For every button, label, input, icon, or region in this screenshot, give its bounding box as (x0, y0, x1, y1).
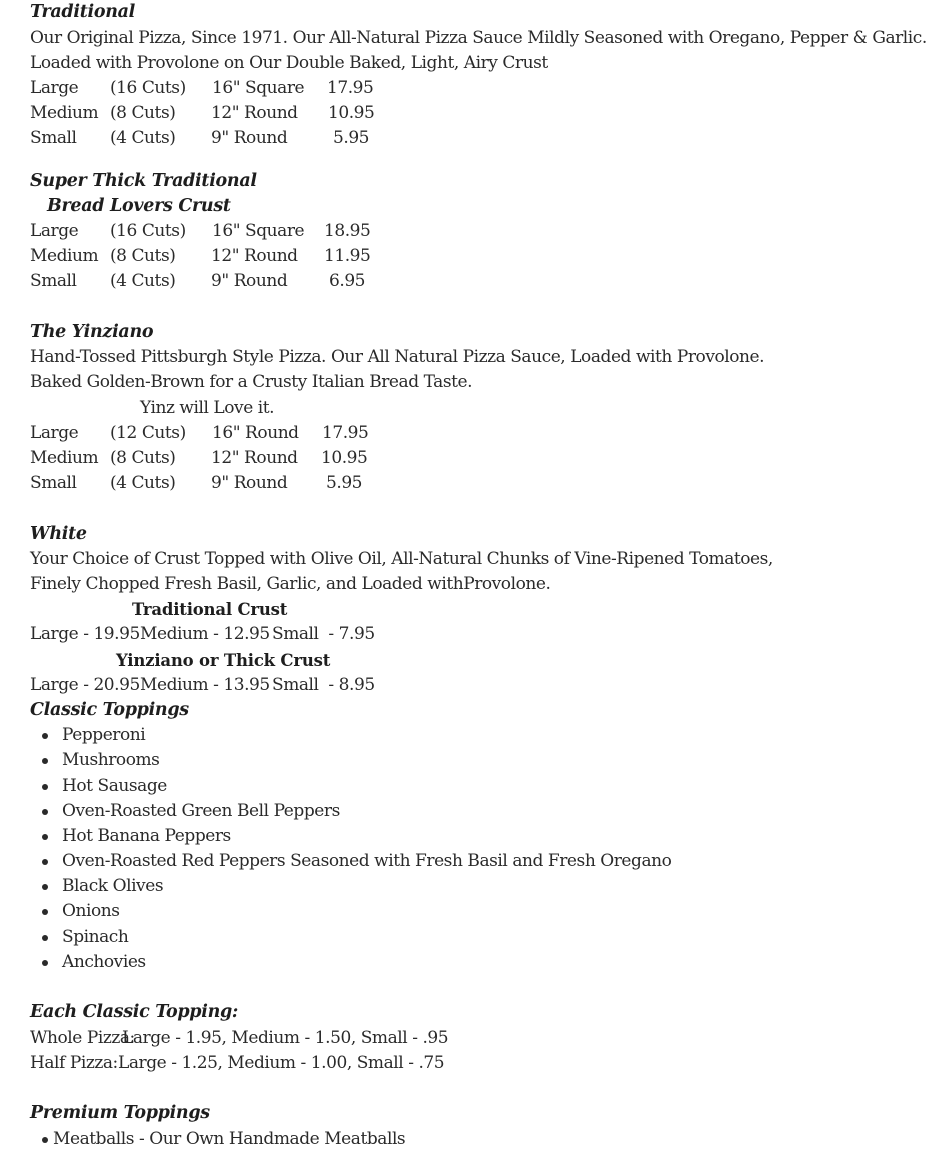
list-item: Black Olives (62, 874, 163, 899)
cuts-label: (4 Cuts) (110, 128, 176, 148)
list-item: Anchovies (62, 950, 146, 975)
list-item: Spinach (62, 925, 128, 950)
shape-label: 9" Round (211, 271, 288, 291)
price-value: 17.95 (322, 423, 369, 443)
half-pizza-prices: Large - 1.25, Medium - 1.00, Small - .75 (118, 1053, 445, 1073)
list-item: Meatballs - Our Own Handmade Meatballs (53, 1127, 405, 1152)
price-value: 6.95 (329, 271, 366, 291)
each-topping-heading: Each Classic Topping: (30, 1002, 239, 1022)
whole-pizza-prices: Large - 1.95, Medium - 1.50, Small - .95 (122, 1028, 449, 1048)
size-label: Large (30, 423, 79, 443)
cuts-label: (4 Cuts) (110, 271, 176, 291)
shape-label: 16" Square (212, 221, 305, 241)
half-pizza-label: Half Pizza: (30, 1053, 118, 1073)
yinziano-price-row (0, 421, 810, 446)
whole-pizza-label: Whole Pizza: (30, 1028, 135, 1048)
white-heading: White (30, 524, 87, 544)
classic-toppings-heading: Classic Toppings (30, 700, 189, 720)
half-pizza-topping-prices (0, 1051, 810, 1076)
large-price: Large - 19.95 (30, 624, 140, 644)
shape-label: 9" Round (211, 473, 288, 493)
cuts-label: (16 Cuts) (110, 78, 186, 98)
list-item: Pepperoni (62, 723, 145, 748)
shape-label: 9" Round (211, 128, 288, 148)
white-description-line-1: Your Choice of Crust Topped with Olive Oil, All-Natural Chunks of Vine-Ripened Tomatoes, (30, 549, 773, 569)
traditional-price-row (0, 126, 810, 151)
size-label: Medium (30, 103, 99, 123)
super-thick-heading: Super Thick Traditional (30, 171, 257, 191)
cuts-label: (8 Cuts) (110, 448, 176, 468)
large-price: Large - 20.95 (30, 675, 140, 695)
white-traditional-crust-label: Traditional Crust (132, 600, 288, 619)
price-value: 10.95 (321, 448, 368, 468)
cuts-label: (8 Cuts) (110, 246, 176, 266)
super-thick-price-row (0, 219, 810, 244)
medium-price: Medium - 12.95 (140, 624, 270, 644)
white-description-line-2: Finely Chopped Fresh Basil, Garlic, and Loaded withProvolone. (30, 574, 551, 594)
price-value: 10.95 (328, 103, 375, 123)
size-label: Medium (30, 246, 99, 266)
yinziano-description-line-2: Baked Golden-Brown for a Crusty Italian Bread Taste. (30, 372, 473, 392)
price-value: 5.95 (326, 473, 363, 493)
premium-toppings-heading: Premium Toppings (30, 1103, 210, 1123)
shape-label: 16" Round (212, 423, 299, 443)
white-thick-prices (0, 673, 810, 698)
list-item: Hot Banana Peppers (62, 824, 231, 849)
yinziano-tagline: Yinz will Love it. (140, 398, 275, 418)
traditional-price-row (0, 76, 810, 101)
super-thick-subheading: Bread Lovers Crust (47, 196, 231, 216)
yinziano-description-line-1: Hand-Tossed Pittsburgh Style Pizza. Our All Natural Pizza Sauce, Loaded with Provolone. (30, 347, 765, 367)
medium-price: Medium - 13.95 (140, 675, 270, 695)
price-value: 11.95 (324, 246, 371, 266)
price-value: 17.95 (327, 78, 374, 98)
super-thick-price-row (0, 244, 810, 269)
yinziano-price-row (0, 471, 810, 496)
list-item: Mushrooms (62, 748, 159, 773)
small-price: Small - 8.95 (272, 675, 375, 695)
shape-label: 12" Round (211, 246, 298, 266)
list-item: Oven-Roasted Green Bell Peppers (62, 799, 340, 824)
yinziano-heading: The Yinziano (30, 322, 154, 342)
size-label: Medium (30, 448, 99, 468)
shape-label: 12" Round (211, 103, 298, 123)
list-item: Hot Sausage (62, 774, 167, 799)
traditional-description-line-2: Loaded with Provolone on Our Double Baked, Light, Airy Crust (30, 53, 548, 73)
size-label: Small (30, 473, 77, 493)
price-value: 5.95 (333, 128, 370, 148)
cuts-label: (8 Cuts) (110, 103, 176, 123)
white-thick-crust-label: Yinziano or Thick Crust (116, 651, 331, 670)
shape-label: 12" Round (211, 448, 298, 468)
shape-label: 16" Square (212, 78, 305, 98)
traditional-heading: Traditional (30, 2, 136, 22)
list-item: Onions (62, 899, 120, 924)
cuts-label: (4 Cuts) (110, 473, 176, 493)
cuts-label: (12 Cuts) (110, 423, 186, 443)
small-price: Small - 7.95 (272, 624, 375, 644)
price-value: 18.95 (324, 221, 371, 241)
cuts-label: (16 Cuts) (110, 221, 186, 241)
traditional-price-row (0, 101, 810, 126)
size-label: Large (30, 221, 79, 241)
white-traditional-prices (0, 622, 810, 647)
yinziano-price-row (0, 446, 810, 471)
traditional-description-line-1: Our Original Pizza, Since 1971. Our All-Natural Pizza Sauce Mildly Seasoned with Oregano, Pepper & Garlic. (30, 28, 927, 48)
size-label: Small (30, 271, 77, 291)
whole-pizza-topping-prices (0, 1026, 810, 1051)
super-thick-price-row (0, 269, 810, 294)
size-label: Small (30, 128, 77, 148)
size-label: Large (30, 78, 79, 98)
list-item: Oven-Roasted Red Peppers Seasoned with Fresh Basil and Fresh Oregano (62, 849, 671, 874)
